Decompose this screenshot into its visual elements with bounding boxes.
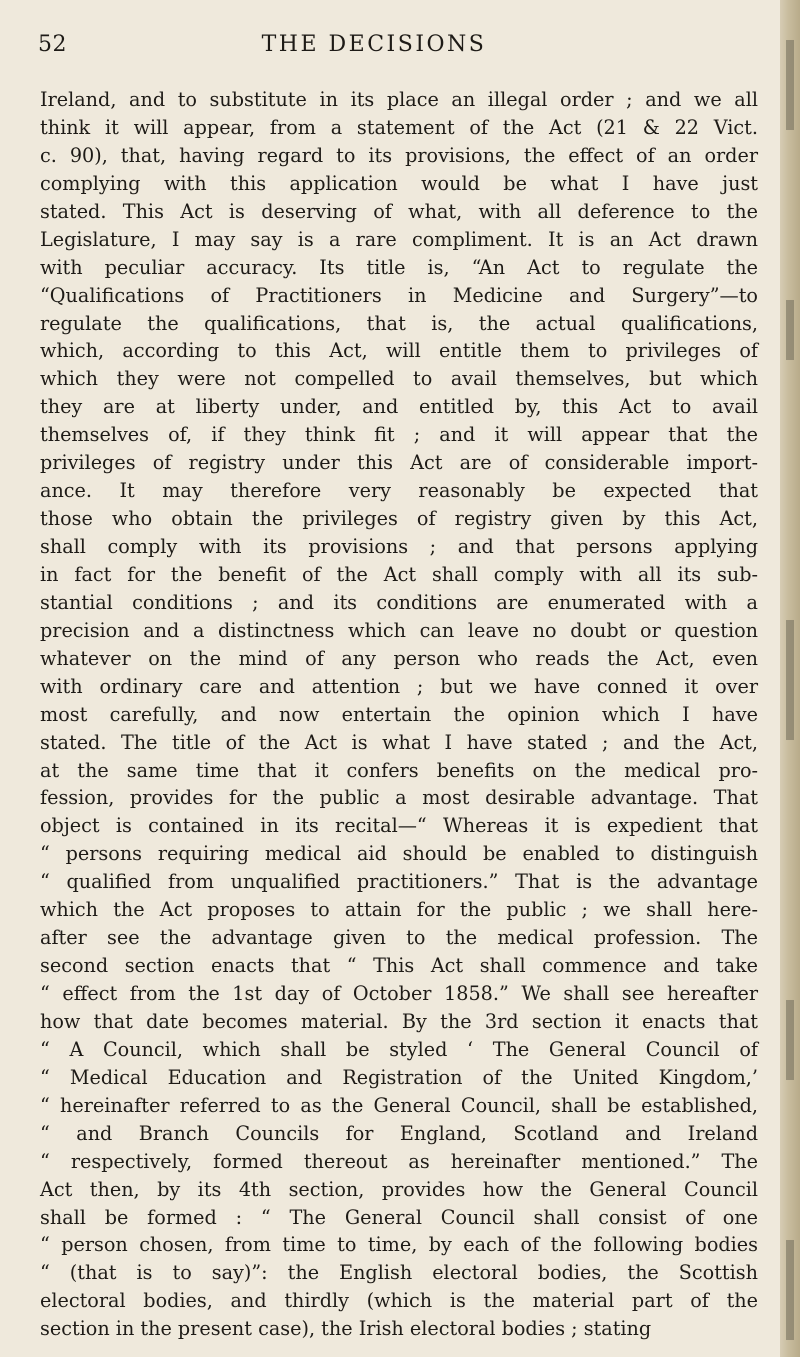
text-line: stated. This Act is deserving of what, with all deference to the [40, 199, 758, 223]
text-line: Ireland, and to substitute in its place an illegal order ; and we all [40, 88, 758, 111]
text-line: second section enacts that “ This Act shall commence and take [40, 954, 758, 978]
edge-shadow-mark [786, 620, 794, 740]
running-head: THE DECISIONS [261, 32, 487, 57]
text-line: “ A Council, which shall be styled ‘ The General Council of [40, 1037, 758, 1061]
text-line: most carefully, and now entertain the opinion which I have [40, 702, 758, 726]
text-line: “ qualified from unqualified practitioners.” That is the advantage [40, 870, 758, 894]
text-line: “ persons requiring medical aid should be enabled to distinguish [40, 842, 758, 866]
text-line: object is contained in its recital—“ Whereas it is expedient that [40, 814, 758, 838]
page-edge [780, 0, 800, 1357]
text-line: ance. It may therefore very reasonably be expected that [40, 479, 758, 503]
edge-shadow-mark [786, 1000, 794, 1080]
text-line: in fact for the benefit of the Act shall comply with all its sub- [40, 562, 758, 586]
text-line: “ (that is to say)”: the English electoral bodies, the Scottish [40, 1261, 758, 1285]
text-line: stantial conditions ; and its conditions are enumerated with a [40, 590, 758, 614]
text-line: which, according to this Act, will entitle them to privileges of [40, 339, 758, 363]
text-line: shall comply with its provisions ; and that persons applying [40, 535, 758, 558]
text-line: complying with this application would be what I have just [40, 171, 758, 195]
text-line: those who obtain the privileges of registry given by this Act, [40, 507, 758, 531]
text-line: section in the present case), the Irish electoral bodies ; stating [40, 1317, 652, 1341]
text-line: after see the advantage given to the medical profession. The [40, 926, 758, 950]
text-line: at the same time that it confers benefits on the medical pro- [40, 758, 758, 782]
edge-shadow-mark [786, 40, 794, 130]
text-line: privileges of registry under this Act are of considerable import- [40, 451, 758, 475]
text-line: electoral bodies, and thirdly (which is the material part of the [40, 1289, 758, 1313]
text-line: regulate the qualifications, that is, the actual qualifications, [40, 311, 758, 335]
edge-shadow-mark [786, 300, 794, 360]
text-line: Legislature, I may say is a rare compliment. It is an Act drawn [40, 227, 758, 251]
text-line: “Qualifications of Practitioners in Medicine and Surgery”—to [40, 283, 758, 307]
text-line: Act then, by its 4th section, provides how the General Council [40, 1177, 758, 1201]
text-line: precision and a distinctness which can leave no doubt or question [40, 618, 758, 642]
text-line: think it will appear, from a statement of the Act (21 & 22 Vict. [40, 115, 758, 139]
text-line: they are at liberty under, and entitled by, this Act to avail [40, 395, 758, 419]
text-line: which the Act proposes to attain for the public ; we shall here- [40, 898, 758, 922]
text-line: stated. The title of the Act is what I have stated ; and the Act, [40, 730, 758, 754]
text-line: shall be formed : “ The General Council shall consist of one [40, 1205, 758, 1229]
text-line: whatever on the mind of any person who reads the Act, even [40, 646, 758, 670]
text-line: “ person chosen, from time to time, by each of the following bodies [40, 1233, 758, 1257]
body-text [40, 86, 758, 1343]
text-line: with ordinary care and attention ; but we have conned it over [40, 674, 758, 698]
text-line: which they were not compelled to avail themselves, but which [40, 367, 758, 391]
text-line: “ Medical Education and Registration of the United Kingdom,’ [40, 1065, 758, 1089]
page-number: 52 [38, 32, 67, 57]
edge-shadow-mark [786, 1240, 794, 1340]
text-line: themselves of, if they think fit ; and it will appear that the [40, 423, 758, 447]
page-header [38, 32, 710, 62]
text-line: how that date becomes material. By the 3rd section it enacts that [40, 1009, 758, 1033]
text-line: “ and Branch Councils for England, Scotland and Ireland [40, 1121, 758, 1145]
text-line: with peculiar accuracy. Its title is, “An Act to regulate the [40, 255, 758, 279]
text-line: “ effect from the 1st day of October 1858.” We shall see hereafter [40, 982, 758, 1005]
text-line: “ hereinafter referred to as the General Council, shall be established, [40, 1093, 758, 1117]
text-line: c. 90), that, having regard to its provisions, the effect of an order [40, 143, 758, 167]
text-line: fession, provides for the public a most desirable advantage. That [40, 786, 758, 810]
text-line: “ respectively, formed thereout as hereinafter mentioned.” The [40, 1149, 758, 1173]
